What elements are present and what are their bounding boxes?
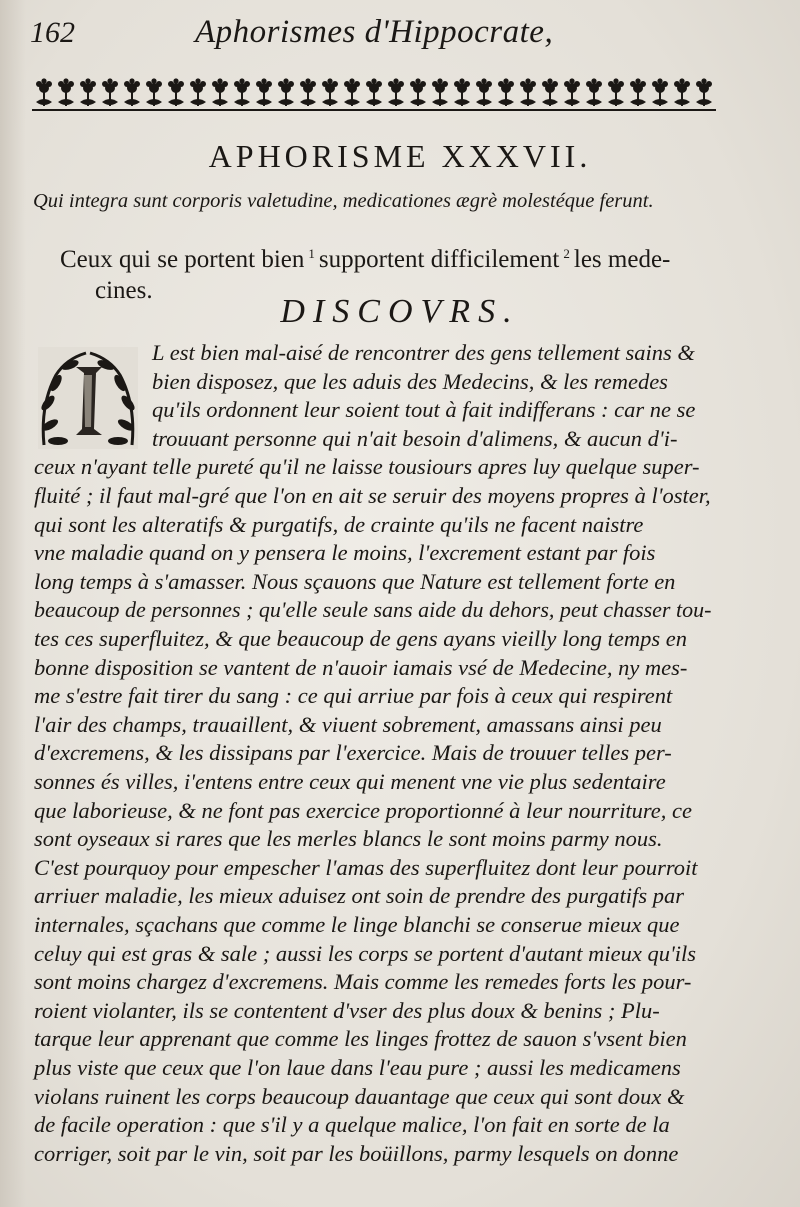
discours-line: me s'estre fait tirer du sang : ce qui arriue par fois à ceux qui respirent (34, 683, 673, 709)
running-head (30, 14, 770, 64)
running-title: Aphorismes d'Hippocrate, (195, 14, 554, 50)
discours-line: corriger, soit par le vin, soit par les boüillons, parmy lesquels on donne (34, 1140, 679, 1166)
page-number: 162 (30, 16, 75, 49)
page-gutter-shadow (0, 0, 26, 1207)
discours-line: l'air des champs, trauaillent, & viuent sobrement, amassans ainsi peu (34, 711, 662, 737)
discours-line: sonnes és villes, i'entens entre ceux qui menent vne vie plus sedentaire (34, 769, 666, 794)
discours-line: d'excremens, & les dissipans par l'exercice. Mais de trouuer telles per- (34, 740, 672, 766)
discours-line: arriuer maladie, les mieux aduisez ont soin de prendre des purgatifs par (34, 883, 684, 909)
french-line-1b: supportent difficilement (318, 246, 560, 273)
aphorism-title: APHORISME XXXVII. (208, 138, 592, 174)
discours-line: internales, sçachans que comme le linge blanchi se conserue mieux que (34, 912, 680, 937)
discours-line: plus viste que ceux que l'on laue dans l'eau pure ; aussi les medicamens (34, 1055, 681, 1080)
decorated-initial-letter-icon (36, 345, 140, 451)
floral-ornament-band (30, 76, 716, 114)
discours-line: tes ces superfluitez, & que beaucoup de gens ayans vieilly long temps en (34, 626, 687, 651)
discours-line: tarque leur apprenant que comme les linges frottez de sauon s'vsent bien (34, 1026, 687, 1052)
french-line-1a: Ceux qui se portent bien (60, 246, 305, 273)
discours-line: C'est pourquoy pour empescher l'amas des superfluitez dont leur pourroit (34, 854, 698, 880)
discours-line: de facile operation : que s'il y a quelque malice, l'on fait en sorte de la (34, 1112, 670, 1138)
discours-line: qu'ils ordonnent leur soient tout à fait indifferans : car ne se (152, 397, 696, 423)
french-line-1c: les mede- (573, 246, 671, 273)
latin-aphorism: Qui integra sunt corporis valetudine, medicationes ægrè molestéque ferunt. (33, 190, 654, 212)
discours-line: roient violanter, ils se contentent d'vser des plus doux & benins ; Plu- (34, 997, 660, 1023)
discours-line: qui sont les alteratifs & purgatifs, de crainte qu'ils ne facent naistre (34, 511, 644, 537)
discours-line: bonne disposition se vantent de n'auoir iamais vsé de Medecine, ny mes- (34, 654, 688, 680)
discours-line: sont moins chargez d'excremens. Mais comme les remedes forts les pour- (34, 969, 692, 995)
footnote-marker-2: 2 (563, 246, 570, 261)
discours-line: fluité ; il faut mal-gré que l'on en ait se seruir des moyens propres à l'oster, (34, 483, 711, 508)
discours-line: ceux n'ayant telle pureté qu'il ne laisse tousiours apres luy quelque super- (34, 454, 700, 480)
french-line-2: cines. (95, 277, 153, 304)
discours-heading: DISCOVRS. (280, 293, 520, 330)
discours-line: violans ruinent les corps beaucoup dauantage que ceux qui sont doux & (34, 1083, 685, 1109)
discours-line: que laborieuse, & ne font pas exercice proportionné à leur nourriture, ce (34, 797, 692, 823)
discours-line: vne maladie quand on y pensera le moins, l'excrement estant par fois (34, 540, 656, 566)
discours-line: celuy qui est gras & sale ; aussi les corps se portent d'autant mieux qu'ils (34, 940, 697, 966)
discours-line: bien disposez, que les aduis des Medecins, & les remedes (152, 368, 668, 394)
discours-line: beaucoup de personnes ; qu'elle seule sans aide du dehors, peut chasser tou- (34, 597, 712, 623)
discours-line: L est bien mal-aisé de rencontrer des gens tellement sains & (152, 340, 695, 365)
footnote-marker-1: 1 (308, 246, 315, 261)
discours-line: trouuant personne qui n'ait besoin d'alimens, & aucun d'i- (152, 425, 678, 451)
discours-line: long temps à s'amasser. Nous sçauons que Nature est tellement forte en (34, 568, 676, 594)
discours-line: sont oyseaux si rares que les merles blancs le sont moins parmy nous. (34, 826, 663, 852)
